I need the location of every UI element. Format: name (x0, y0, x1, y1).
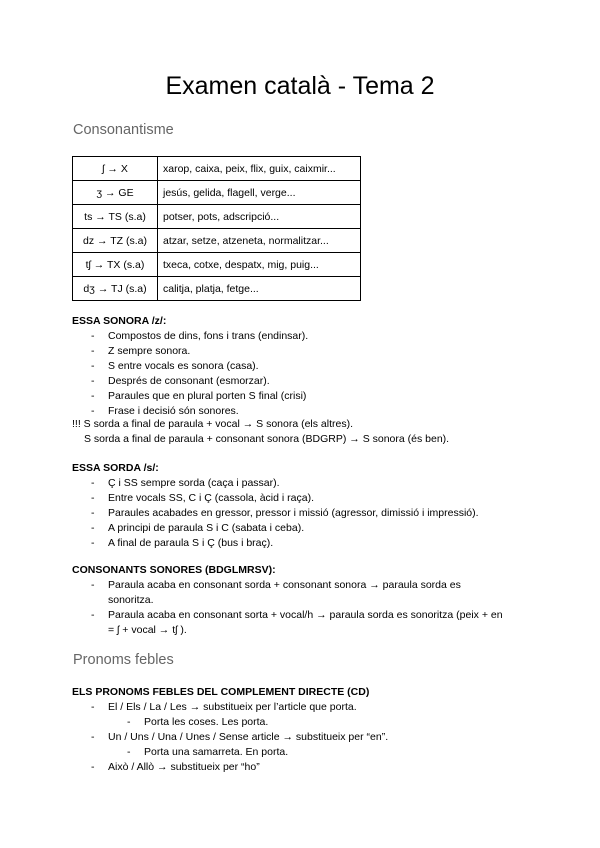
essa-sonora-note-1: !!! S sorda a final de paraula + vocal → S sonora (els altres). (72, 418, 354, 430)
pronoms-item-1-example: Porta les coses. Les porta. (144, 716, 269, 728)
consonants-sonores-item-1: Paraula acaba en consonant sorda + consonant sonora → paraula sorda es (108, 579, 461, 591)
list-bullet: - (91, 522, 95, 534)
examples-cell: atzar, setze, atzeneta, normalitzar... (158, 229, 361, 253)
list-bullet: - (91, 345, 95, 357)
table-row (73, 277, 361, 301)
pronoms-item-2-example: Porta una samarreta. En porta. (144, 746, 289, 758)
pronoms-item-1: El / Els / La / Les → substitueix per l’article que porta. (108, 701, 357, 713)
list-bullet: - (91, 492, 95, 504)
page-title: Examen català - Tema 2 (165, 72, 435, 100)
essa-sonora-item: Paraules que en plural porten S final (crisi) (108, 390, 307, 402)
essa-sorda-item: Entre vocals SS, C i Ç (cassola, àcid i raça). (108, 492, 314, 504)
list-bullet: - (91, 701, 95, 713)
examples-cell: xarop, caixa, peix, flix, guix, caixmir... (158, 157, 361, 181)
examples-cell: jesús, gelida, flagell, verge... (158, 181, 361, 205)
essa-sorda-item: A final de paraula S i Ç (bus i braç). (108, 537, 274, 549)
pronoms-item-2: Un / Uns / Una / Unes / Sense article → substitueix per “en”. (108, 731, 389, 743)
essa-sonora-item: Després de consonant (esmorzar). (108, 375, 270, 387)
essa-sonora-item: Z sempre sonora. (108, 345, 191, 357)
consonants-sonores-item-2-cont: = ʃ + vocal → tʃ ). (108, 624, 187, 636)
sound-cell: dz → TZ (s.a) (73, 229, 158, 253)
sound-cell: ts → TS (s.a) (73, 205, 158, 229)
examples-cell: calitja, platja, fetge... (158, 277, 361, 301)
consonant-table (72, 156, 361, 301)
sound-cell: ʃ → X (73, 157, 158, 181)
essa-sorda-heading: ESSA SORDA /s/: (72, 462, 159, 474)
sound-cell: ʒ → GE (73, 181, 158, 205)
list-bullet: - (91, 507, 95, 519)
consonants-sonores-item-2: Paraula acaba en consonant sorta + vocal/h → paraula sorda es sonoritza (peix + en (108, 609, 503, 621)
list-bullet: - (91, 390, 95, 402)
table-row (73, 253, 361, 277)
list-bullet: - (91, 360, 95, 372)
list-bullet: - (91, 375, 95, 387)
essa-sonora-item: Frase i decisió són sonores. (108, 405, 239, 417)
list-bullet: - (91, 761, 95, 773)
essa-sorda-item: A principi de paraula S i C (sabata i ceba). (108, 522, 305, 534)
consonants-sonores-item-1-cont: sonoritza. (108, 594, 154, 606)
list-bullet: - (91, 609, 95, 621)
pronoms-item-3: Això / Allò → substitueix per “ho” (108, 761, 260, 773)
essa-sonora-item: Compostos de dins, fons i trans (endinsar). (108, 330, 309, 342)
list-bullet: - (91, 579, 95, 591)
consonantisme-heading: Consonantisme (73, 122, 174, 138)
essa-sonora-note-2: S sorda a final de paraula + consonant sonora (BDGRP) → S sonora (és ben). (84, 433, 450, 445)
examples-cell: txeca, cotxe, despatx, mig, puig... (158, 253, 361, 277)
table-row (73, 229, 361, 253)
list-bullet: - (91, 537, 95, 549)
list-bullet: - (91, 477, 95, 489)
table-row (73, 181, 361, 205)
essa-sorda-item: Paraules acabades en gressor, pressor i missió (agressor, dimissió i impressió). (108, 507, 479, 519)
sound-cell: tʃ → TX (s.a) (73, 253, 158, 277)
pronoms-heading: Pronoms febles (73, 652, 174, 668)
list-bullet: - (91, 405, 95, 417)
list-bullet: - (127, 746, 131, 758)
essa-sorda-item: Ç i SS sempre sorda (caça i passar). (108, 477, 280, 489)
essa-sonora-item: S entre vocals es sonora (casa). (108, 360, 259, 372)
examples-cell: potser, pots, adscripció... (158, 205, 361, 229)
list-bullet: - (127, 716, 131, 728)
essa-sonora-heading: ESSA SONORA /z/: (72, 315, 167, 327)
pronoms-cd-heading: ELS PRONOMS FEBLES DEL COMPLEMENT DIRECTE (CD) (72, 686, 370, 698)
sound-cell: dʒ → TJ (s.a) (73, 277, 158, 301)
table-row (73, 157, 361, 181)
list-bullet: - (91, 330, 95, 342)
list-bullet: - (91, 731, 95, 743)
consonants-sonores-heading: CONSONANTS SONORES (BDGLMRSV): (72, 564, 276, 576)
table-row (73, 205, 361, 229)
